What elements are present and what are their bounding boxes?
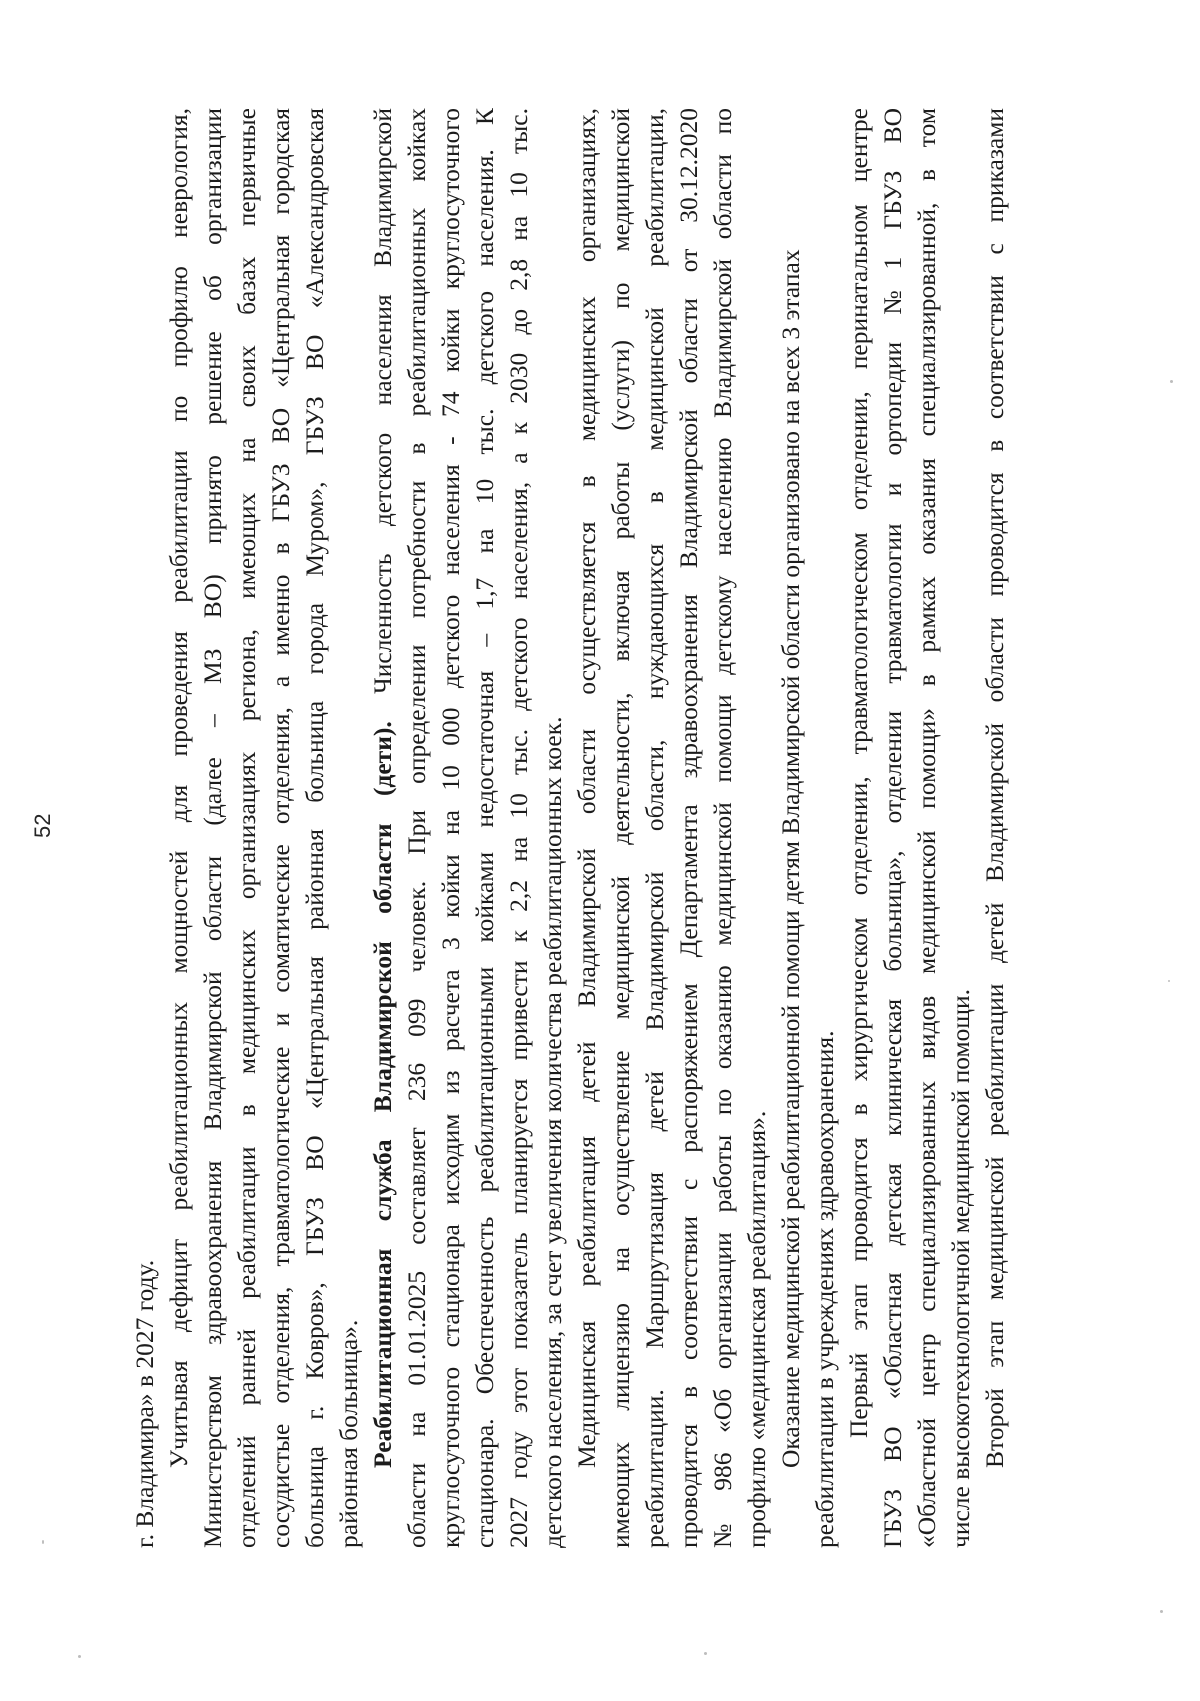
text-fragment: Численность детского населения Владимирской	[368, 108, 397, 694]
section-heading: Реабилитационная служба Владимирской области (дети).	[368, 721, 397, 1468]
scan-speck	[1160, 1610, 1163, 1613]
text-line: Оказание медицинской реабилитационной помощи детям Владимирской области организовано на всех 3 этапах	[776, 249, 805, 1468]
text-line: реабилитации. Маршрутизация детей Владимирской области, нуждающихся в медицинской реабилитации,	[640, 108, 669, 1548]
text-line: реабилитации в учреждениях здравоохранения.	[810, 1030, 839, 1548]
text-line: круглосуточного стационара исходим из расчета 3 койки на 10 000 детского населения - 74 койки круглосуточного	[436, 108, 465, 1548]
text-line: области на 01.01.2025 составляет 236 099 человек. При определении потребности в реабилитационных койках	[402, 108, 431, 1548]
text-line: сосудистые отделения, травматологические и соматические отделения, а именно в ГБУЗ ВО «Центральная городская	[266, 108, 295, 1548]
text-line: районная больница».	[334, 1319, 363, 1548]
text-line: г. Владимира» в 2027 году.	[130, 1259, 159, 1548]
text-line: профилю «медицинская реабилитация».	[742, 1110, 771, 1548]
text-line: числе высокотехнологичной медицинской помощи.	[946, 988, 975, 1548]
text-line: Второй этап медицинской реабилитации детей Владимирской области проводится в соответствии с приказами	[980, 108, 1009, 1468]
scan-speck	[1168, 980, 1170, 982]
text-line	[366, 108, 400, 1548]
scan-speck	[78, 1655, 81, 1658]
document-body	[128, 108, 1028, 1548]
text-line: Первый этап проводится в хирургическом отделении, травматологическом отделении, перинатальном центре	[844, 108, 873, 1438]
text-line: «Областной центр специализированных видов медицинской помощи» в рамках оказания специализированной, в том	[912, 108, 941, 1548]
scan-speck	[704, 1652, 707, 1655]
text-line: детского населения, за счет увеличения количества реабилитационных коек.	[538, 716, 567, 1548]
page-number: 52	[30, 813, 55, 838]
text-line: 2027 году этот показатель планируется привести к 2,2 на 10 тыс. детского населения, а к 2030 до 2,8 на 10 тыс.	[504, 108, 533, 1548]
text-line: Учитывая дефицит реабилитационных мощностей для проведения реабилитации по профилю неврология,	[164, 108, 193, 1468]
text-line: больница г. Ковров», ГБУЗ ВО «Центральная районная больница города Муром», ГБУЗ ВО «Александровская	[300, 108, 329, 1548]
text-line: стационара. Обеспеченность реабилитационными койками недостаточная – 1,7 на 10 тыс. детского населения. К	[470, 108, 499, 1548]
scan-speck	[42, 1540, 44, 1544]
text-line: Медицинская реабилитация детей Владимирской области осуществляется в медицинских организациях,	[572, 108, 601, 1468]
text-line: Министерством здравоохранения Владимирской области (далее – МЗ ВО) принято решение об организации	[198, 108, 227, 1548]
text-line: проводится в соответствии с распоряжением Департамента здравоохранения Владимирской области от 30.12.2020	[674, 108, 703, 1548]
scan-speck	[1170, 380, 1173, 383]
text-line: ГБУЗ ВО «Областная детская клиническая больница», отделении травматологии и ортопедии №1 ГБУЗ ВО	[878, 108, 907, 1548]
text-line: отделений ранней реабилитации в медицинских организациях региона, имеющих на своих базах первичные	[232, 108, 261, 1548]
text-line: имеющих лицензию на осуществление медицинской деятельности, включая работы (услуги) по медицинской	[606, 108, 635, 1548]
text-line: № 986 «Об организации работы по оказанию медицинской помощи детскому населению Владимирской области по	[708, 108, 737, 1548]
